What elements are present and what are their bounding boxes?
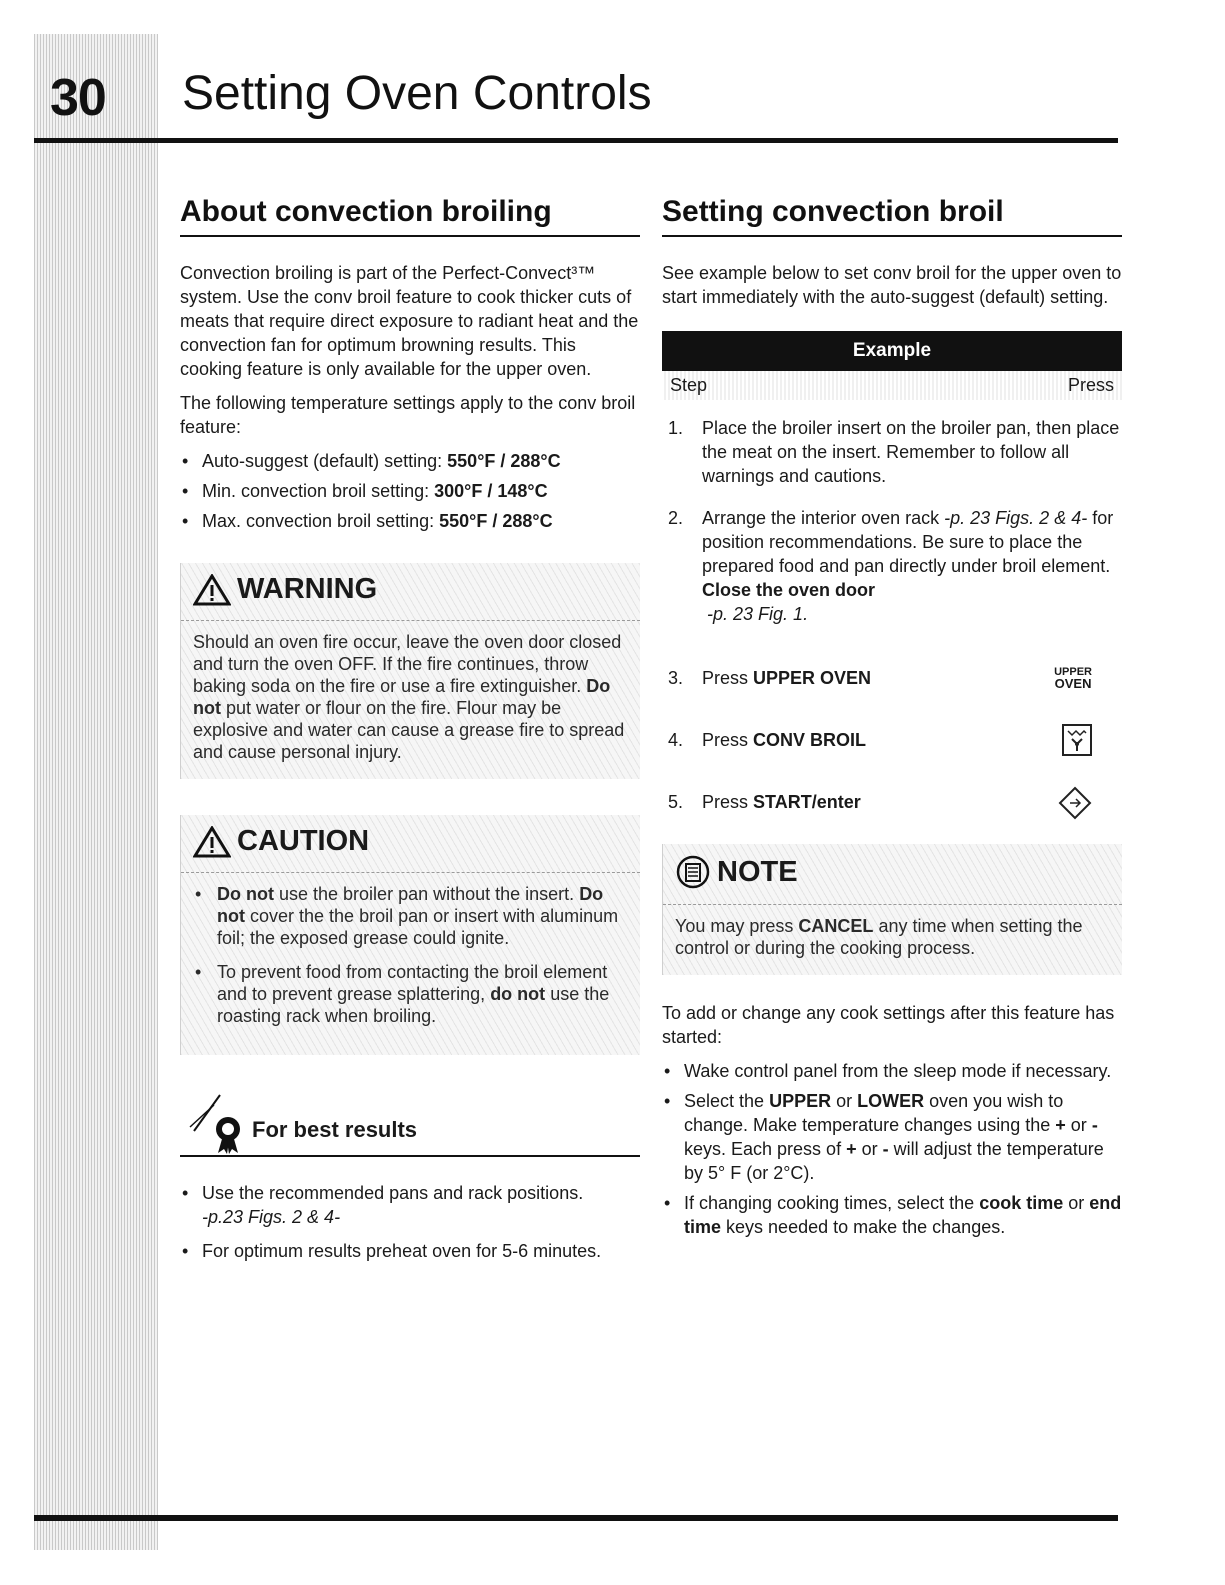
note-icon <box>675 854 711 890</box>
divider <box>181 620 640 621</box>
list-item: • Auto-suggest (default) setting: 550°F / 288°C <box>180 449 640 473</box>
warning-text: Should an oven fire occur, leave the oven door closed and turn the oven OFF. If the fire continues, throw baking soda on the fire or use a fire extinguisher. Do not put water or flour on the fire. Flour may be explosive and water can cause a grease fire to spread and cause personal injury. <box>193 632 625 762</box>
warning-triangle-icon <box>193 826 231 858</box>
list-item: • To prevent food from contacting the broil element and to prevent grease splattering, do not use the roasting rack when broiling. <box>193 961 628 1027</box>
list-item: • Min. convection broil setting: 300°F / 148°C <box>180 479 640 503</box>
list-item: • For optimum results preheat oven for 5-6 minutes. <box>180 1239 640 1263</box>
divider <box>181 872 640 873</box>
steps-list <box>662 416 1122 814</box>
after-list <box>662 1059 1122 1239</box>
award-ribbon-icon <box>180 1091 250 1155</box>
step-2: 2. Arrange the interior oven rack -p. 23 Figs. 2 & 4- for position recommendations. Be sure to place the prepared food and pan directly under broil element. Close the oven door -p. 23 Fig. 1. <box>668 508 1114 624</box>
step-1: 1. Place the broiler insert on the broiler pan, then place the meat on the insert. Remember to follow all warnings and cautions. <box>668 418 1120 486</box>
list-item: • If changing cooking times, select the cook time or end time keys needed to make the changes. <box>662 1191 1122 1239</box>
conv-broil-key-icon <box>1062 724 1092 756</box>
after-intro: To add or change any cook settings after this feature has started: <box>662 1003 1115 1047</box>
setting-intro: See example below to set conv broil for the upper oven to start immediately with the auto-suggest (default) setting. <box>662 263 1122 307</box>
divider <box>663 904 1122 905</box>
step-3: 3. Press UPPER OVEN UPPER OVEN <box>668 666 1092 691</box>
caution-text <box>181 883 640 1055</box>
warning-triangle-icon <box>193 574 231 606</box>
list-item: • Use the recommended pans and rack positions. -p.23 Figs. 2 & 4- <box>180 1181 640 1229</box>
bottom-rule <box>34 1515 1118 1521</box>
step-4: 4. Press CONV BROIL <box>662 728 1122 752</box>
note-title: NOTE <box>663 844 1122 890</box>
page-number: 30 <box>50 69 106 127</box>
section-heading-setting: Setting convection broil <box>662 195 1122 237</box>
left-column <box>180 195 640 1269</box>
section-heading-about: About convection broiling <box>180 195 640 237</box>
note-box <box>662 844 1122 975</box>
temps-list <box>180 449 640 533</box>
temps-intro: The following temperature settings apply to the conv broil feature: <box>180 393 636 437</box>
step-5: 5. Press START/enter <box>662 790 1122 814</box>
after-note-section <box>662 1001 1122 1239</box>
best-results-heading <box>180 1091 640 1157</box>
upper-oven-key: UPPER OVEN <box>1054 666 1092 691</box>
list-item: • Max. convection broil setting: 550°F / 288°C <box>180 509 640 533</box>
best-results-list <box>180 1181 640 1263</box>
best-results-title: For best results <box>252 1117 418 1142</box>
intro-paragraph: Convection broiling is part of the Perfect-Convect³™ system. Use the conv broil feature to cook thicker cuts of meats that require direct exposure to radiant heat and the convection fan for optimum browning results. This cooking feature is only available for the upper oven. <box>180 263 639 379</box>
step-press-header <box>662 371 1122 400</box>
top-rule <box>34 138 1118 143</box>
page-title: Setting Oven Controls <box>182 67 652 120</box>
warning-title: WARNING <box>181 563 640 606</box>
list-item: • Select the UPPER or LOWER oven you wish to change. Make temperature changes using the + or - keys. Each press of + or - will adjust the temperature by 5° F (or 2°C). <box>662 1089 1122 1185</box>
caution-title: CAUTION <box>181 815 640 858</box>
press-label: Press <box>1067 375 1114 395</box>
example-bar: Example <box>662 331 1122 371</box>
list-item: • Wake control panel from the sleep mode if necessary. <box>662 1059 1122 1083</box>
warning-box <box>180 563 640 779</box>
list-item: • Do not use the broiler pan without the insert. Do not cover the the broil pan or insert with aluminum foil; the exposed grease could ignite. <box>193 883 628 949</box>
side-band <box>34 34 158 1550</box>
step-label: Step <box>670 375 708 395</box>
caution-box <box>180 815 640 1055</box>
right-column <box>662 195 1122 1245</box>
note-text: You may press CANCEL any time when setting the control or during the cooking process. <box>675 916 1083 958</box>
start-enter-key-icon <box>1058 786 1092 820</box>
